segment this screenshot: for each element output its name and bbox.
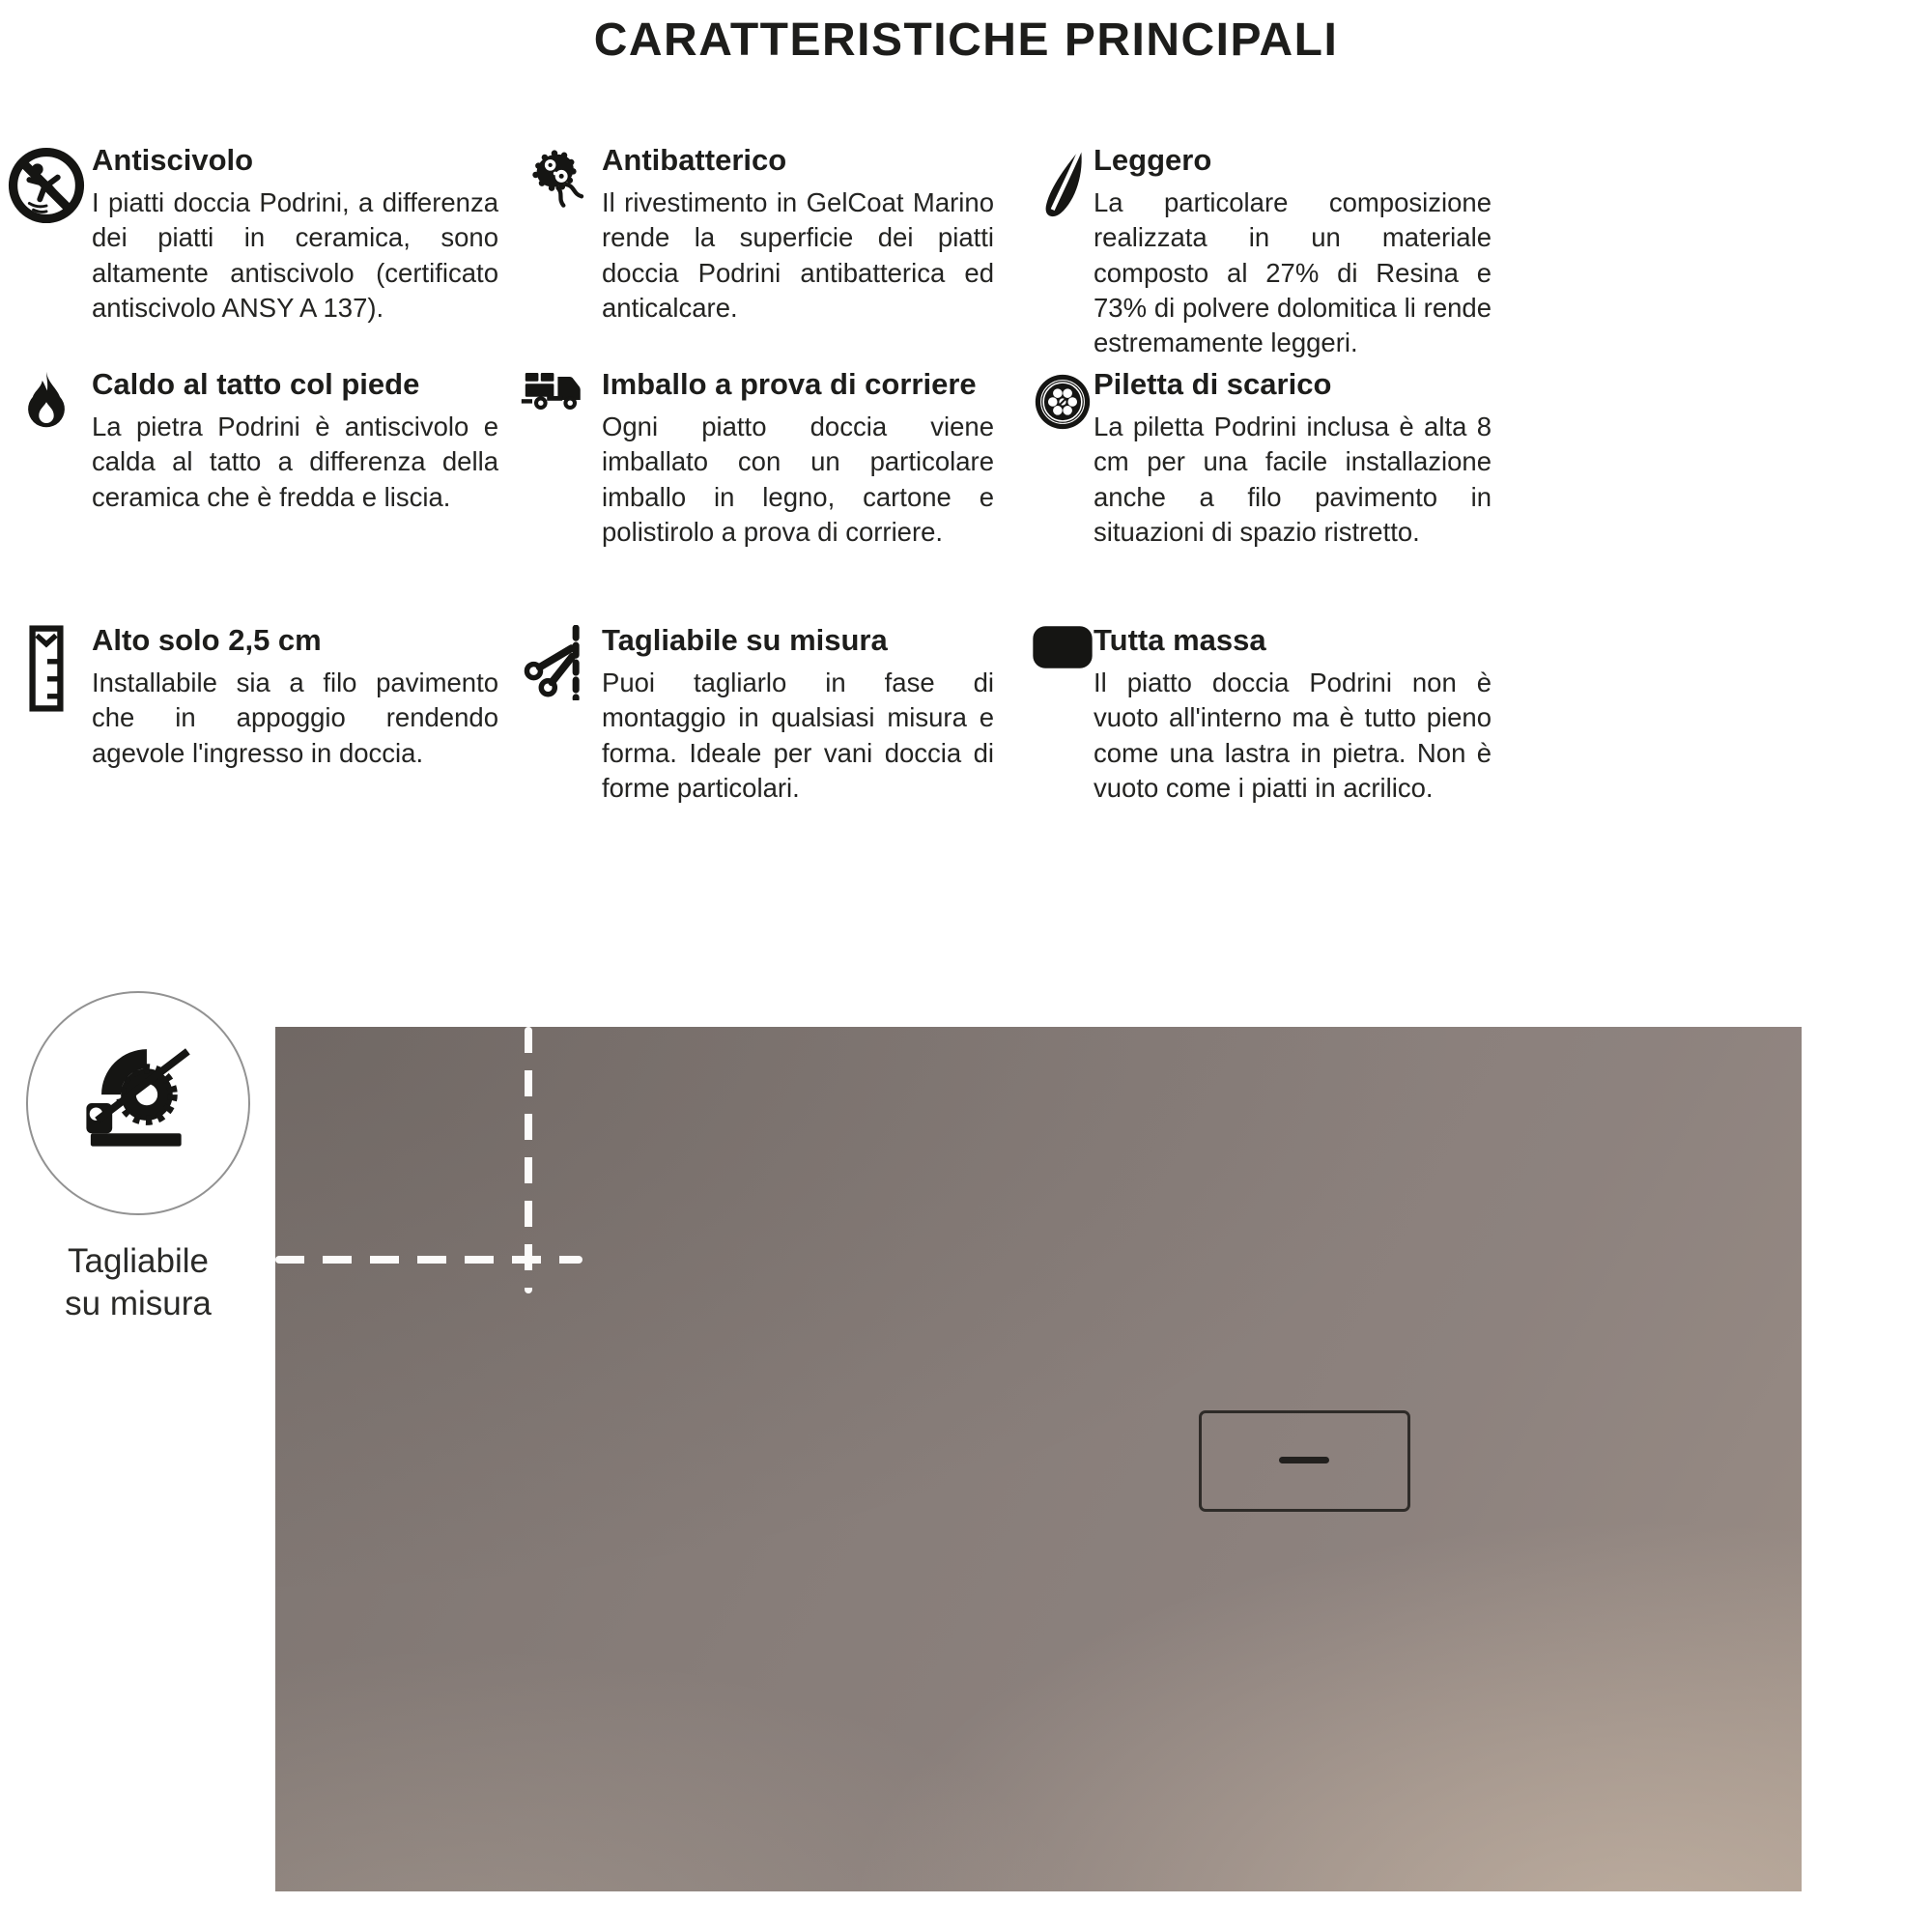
feature-body: Puoi tagliarlo in fase di montaggio in qualsiasi misura e forma. Ideale per vani doccia di forme particolari. xyxy=(602,668,994,803)
feature-leggero xyxy=(1032,143,1492,360)
product-photo xyxy=(275,1027,1802,1891)
feature-body: La pietra Podrini è antiscivolo e calda al tatto a differenza della ceramica che è fredda e liscia. xyxy=(92,412,498,512)
feather-icon xyxy=(1032,143,1094,228)
badge-caption-line1: Tagliabile xyxy=(68,1242,209,1280)
scissors-icon xyxy=(517,623,602,700)
bacteria-icon xyxy=(517,143,602,214)
feature-body: La piletta Podrini inclusa è alta 8 cm per una facile installazione anche a filo pavimento in situazioni di spazio ristretto. xyxy=(1094,412,1492,547)
feature-antibatterico xyxy=(517,143,994,326)
drain-cover-slot xyxy=(1279,1457,1329,1463)
drain-icon xyxy=(1032,367,1094,435)
feature-title: Imballo a prova di corriere xyxy=(602,367,977,401)
feature-title: Tutta massa xyxy=(1094,623,1266,657)
feature-body: Installabile sia a filo pavimento che in appoggio rendendo agevole l'ingresso in doccia. xyxy=(92,668,498,768)
feature-title: Antibatterico xyxy=(602,143,787,177)
feature-piletta xyxy=(1032,367,1492,550)
feature-body: Ogni piatto doccia viene imballato con un particolare imballo in legno, cartone e polistirolo a prova di corriere. xyxy=(602,412,994,547)
feature-body: Il rivestimento in GelCoat Marino rende la superficie dei piatti doccia Podrini antibatterica ed anticalcare. xyxy=(602,187,994,323)
cut-line-vertical xyxy=(525,1027,532,1293)
feature-body: Il piatto doccia Podrini non è vuoto all'interno ma è tutto pieno come una lastra in pietra. Non è vuoto come i piatti in acrilico. xyxy=(1094,668,1492,803)
flame-icon xyxy=(0,367,92,437)
badge-caption-line2: su misura xyxy=(65,1285,212,1323)
no-slip-icon xyxy=(0,143,92,226)
cut-line-horizontal xyxy=(275,1256,582,1264)
feature-title: Caldo al tatto col piede xyxy=(92,367,420,401)
solid-mass-icon xyxy=(1032,623,1094,669)
feature-title: Antiscivolo xyxy=(92,143,254,177)
feature-title: Piletta di scarico xyxy=(1094,367,1332,401)
feature-title: Leggero xyxy=(1094,143,1212,177)
circular-saw-icon xyxy=(73,1038,203,1168)
cut-to-size-badge xyxy=(25,991,251,1325)
feature-caldo-al-tatto xyxy=(0,367,498,515)
feature-title: Alto solo 2,5 cm xyxy=(92,623,322,657)
drain-cover xyxy=(1199,1410,1410,1512)
feature-tutta-massa xyxy=(1032,623,1492,806)
badge-caption xyxy=(25,1240,251,1325)
feature-title: Tagliabile su misura xyxy=(602,623,888,657)
truck-icon xyxy=(517,367,602,423)
feature-alto-solo xyxy=(0,623,498,771)
feature-body: La particolare composizione realizzata in un materiale composto al 27% di Resina e 73% di polvere dolomitica li rende estremamente leggeri. xyxy=(1094,187,1492,358)
page-title: CARATTERISTICHE PRINCIPALI xyxy=(593,14,1339,66)
badge-circle xyxy=(26,991,250,1215)
feature-body: I piatti doccia Podrini, a differenza dei piatti in ceramica, sono altamente antiscivolo (certificato antiscivolo ANSY A 137). xyxy=(92,187,498,323)
ruler-icon xyxy=(0,623,92,712)
feature-antiscivolo xyxy=(0,143,498,326)
feature-tagliabile xyxy=(517,623,994,806)
feature-imballo xyxy=(517,367,994,550)
